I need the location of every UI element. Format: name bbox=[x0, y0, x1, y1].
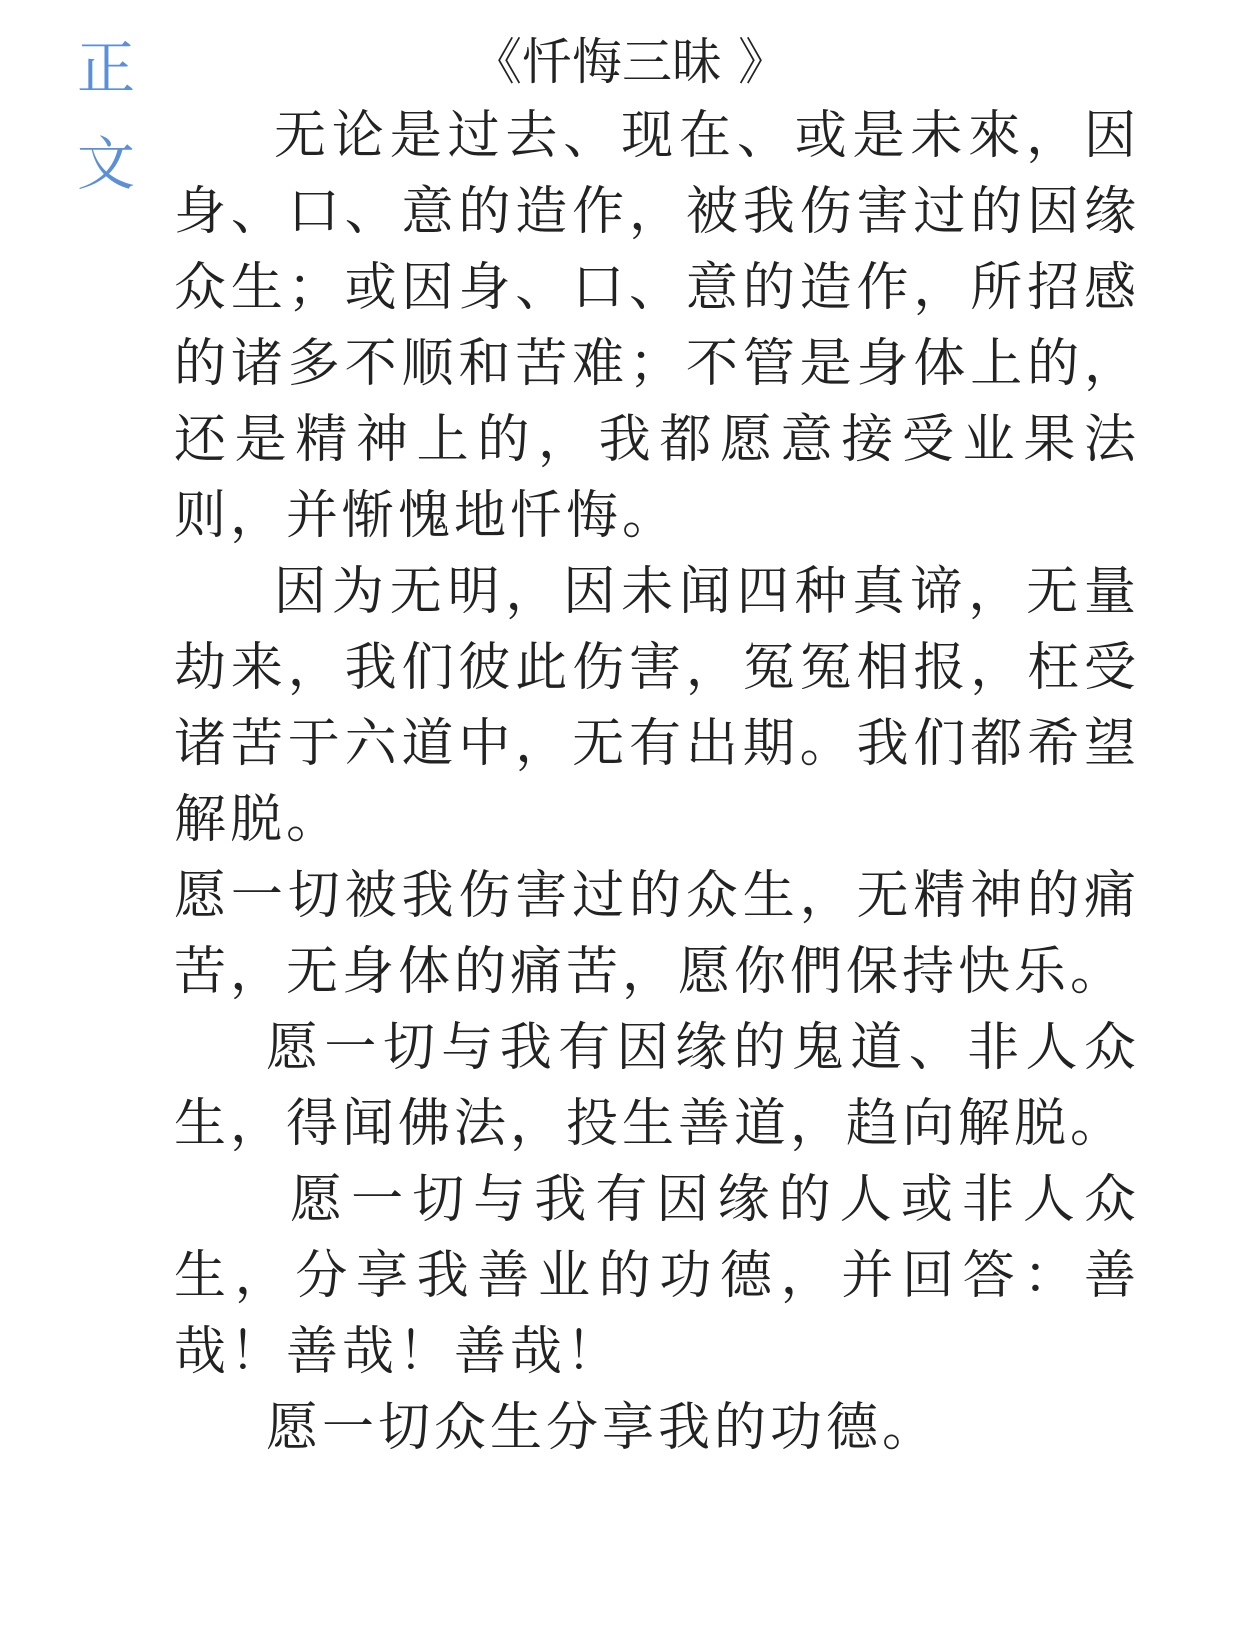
side-label-char-1: 正 bbox=[76, 34, 135, 102]
document-body bbox=[174, 98, 1140, 1466]
side-label-char-2: 文 bbox=[76, 130, 135, 198]
paragraph-1: 无论是过去、现在、或是未來，因身、口、意的造作，被我伤害过的因缘众生；或因身、口、意的造作，所招感的诸多不顺和苦难；不管是身体上的，还是精神上的，我都愿意接受业果法则，并惭愧地忏悔。 bbox=[174, 106, 1140, 546]
paragraph-6: 愿一切众生分享我的功德。 bbox=[266, 1398, 939, 1458]
paragraph-3: 愿一切被我伤害过的众生，无精神的痛苦，无身体的痛苦，愿你們保持快乐。 bbox=[174, 866, 1140, 1002]
document-title: 《忏悔三昧 》 bbox=[472, 33, 788, 91]
paragraph-4: 愿一切与我有因缘的鬼道、非人众生，得闻佛法，投生善道，趋向解脱。 bbox=[174, 1018, 1140, 1154]
paragraph-5: 愿一切与我有因缘的人或非人众生，分享我善业的功德，并回答：善哉！善哉！善哉！ bbox=[174, 1170, 1140, 1382]
side-label bbox=[76, 20, 136, 212]
paragraph-2: 因为无明，因未闻四种真谛，无量劫来，我们彼此伤害，冤冤相报，枉受诸苦于六道中，无有出期。我们都希望解脱。 bbox=[174, 562, 1140, 850]
